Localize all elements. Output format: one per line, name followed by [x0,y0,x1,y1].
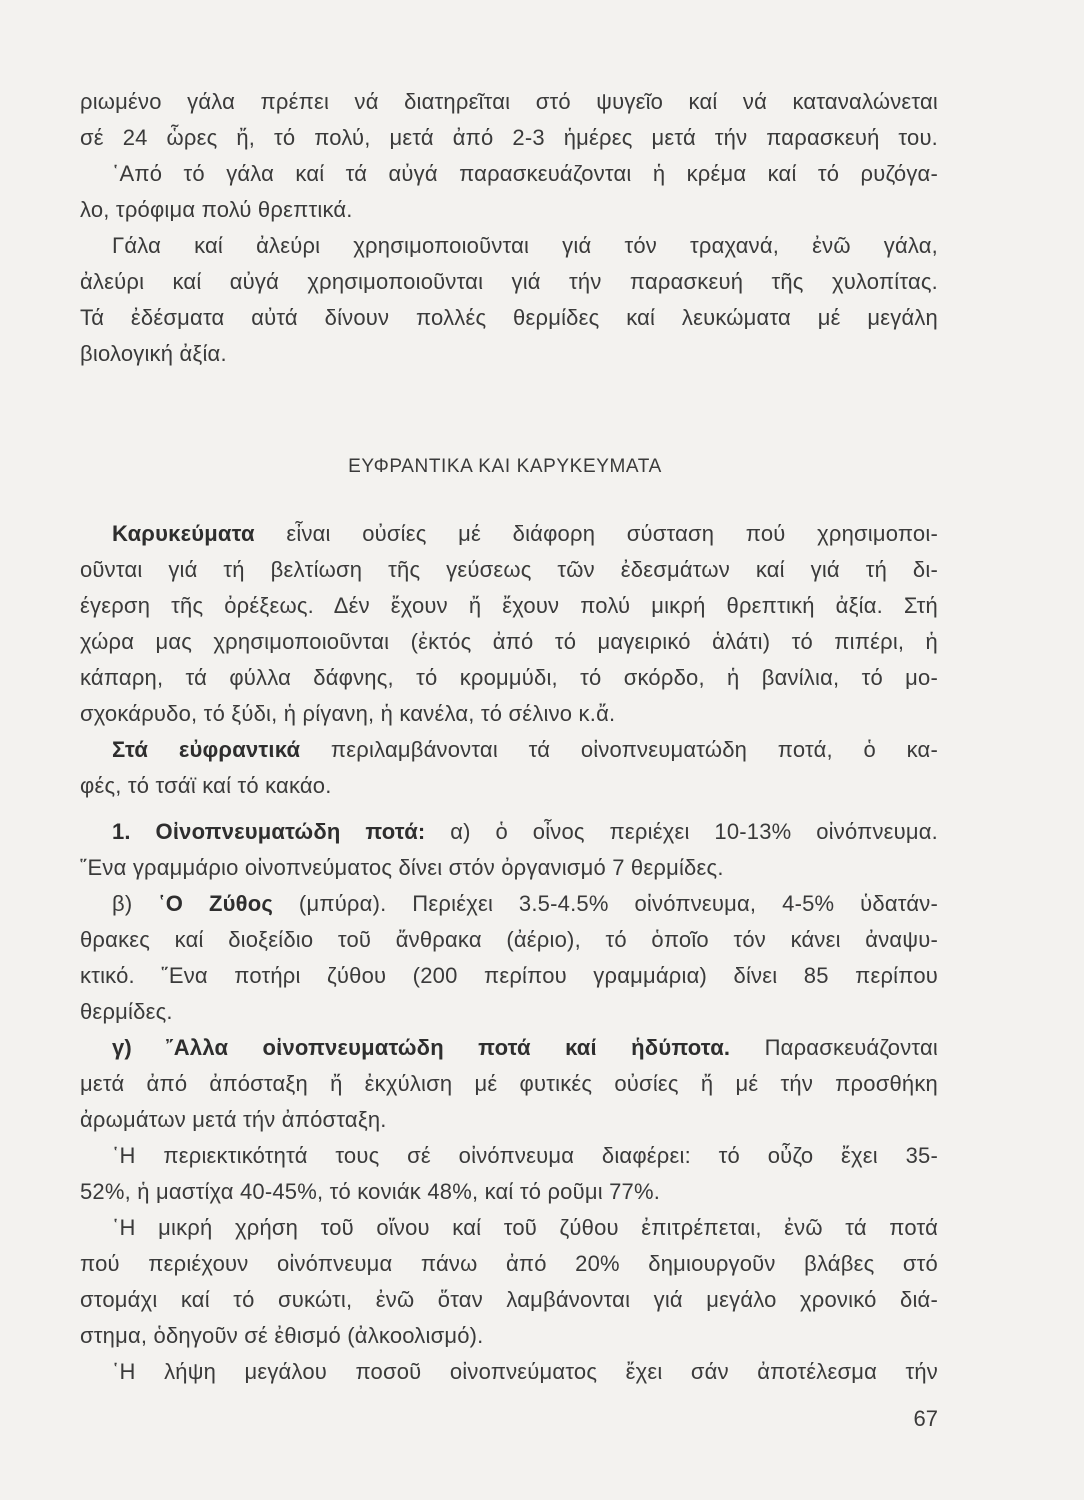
text-line: έγερση τῆς ὀρέξεως. Δέν ἔχουν ἤ ἔχουν πολύ μικρή θρεπτική ἀξία. Στή [80,593,938,618]
bold-term: Καρυκεύματα [112,521,255,546]
text-line: ῾Από τό γάλα καί τά αὐγά παρασκευάζονται ἡ κρέμα καί τό ρυζόγα- [112,161,938,186]
text-line: ριωμένο γάλα πρέπει νά διατηρεῖται στό ψυγεῖο καί νά καταναλώνεται [80,89,938,114]
text-line: λο, τρόφιμα πολύ θρεπτικά. [80,197,353,222]
text-line: ἀλεύρι καί αὐγά χρησιμοποιοῦνται γιά τήν παρασκευή τῆς χυλοπίτας. [80,269,938,294]
text-line: χώρα μας χρησιμοποιοῦνται (ἐκτός ἀπό τό μαγειρικό ἁλάτι) τό πιπέρι, ἡ [80,629,938,654]
text-line [112,520,938,548]
text-line: ῾Η λήψη μεγάλου ποσοῦ οἰνοπνεύματος ἔχει σάν ἀποτέλεσμα τήν [112,1359,938,1384]
text-run: περιλαμβάνονται τά οἰνοπνευματώδη ποτά, ὁ κα- [300,737,938,762]
text-line [112,818,938,846]
text-line: Τά ἐδέσματα αὐτά δίνουν πολλές θερμίδες καί λευκώματα μέ μεγάλη [80,305,938,330]
bold-term: Στά εὐφραντικά [112,737,301,762]
text-line: ἀρωμάτων μετά τήν ἀπόσταξη. [80,1107,387,1132]
text-line: στομάχι καί τό συκώτι, ἐνῶ ὅταν λαμβάνονται γιά μεγάλο χρονικό διά- [80,1287,938,1312]
page-number: 67 [913,1406,938,1431]
text-line: φές, τό τσάϊ καί τό κακάο. [80,773,332,798]
text-line: θρακες καί διοξείδιο τοῦ ἄνθρακα (ἀέριο), τό ὁποῖο τόν κάνει ἀναψυ- [80,927,938,952]
text-line: μετά ἀπό ἀπόσταξη ἤ ἐκχύλιση μέ φυτικές οὐσίες ἤ μέ τήν προσθήκη [80,1071,938,1096]
text-line: ῾Η περιεκτικότητά τους σέ οἰνόπνευμα διαφέρει: τό οὖζο ἔχει 35- [112,1143,938,1168]
text-run: β) [112,891,159,916]
text-run: Παρασκευάζονται [730,1035,938,1060]
text-line: Γάλα καί ἀλεύρι χρησιμοποιοῦνται γιά τόν τραχανά, ἐνῶ γάλα, [112,233,938,258]
text-line: βιολογική ἀξία. [80,341,227,366]
text-line: κτικό. ῞Ενα ποτήρι ζύθου (200 περίπου γραμμάρια) δίνει 85 περίπου [80,963,938,988]
text-line: 52%, ἡ μαστίχα 40-45%, τό κονιάκ 48%, καί τό ροῦμι 77%. [80,1179,661,1204]
text-line: σχοκάρυδο, τό ξύδι, ἡ ρίγανη, ἡ κανέλα, τό σέλινο κ.ἄ. [80,701,616,726]
text-run: α) ὁ οἶνος περιέχει 10-13% οἰνόπνευμα. [425,819,938,844]
bold-term: 1. Οἰνοπνευματώδη ποτά: [112,819,426,844]
text-line: σέ 24 ὧρες ἤ, τό πολύ, μετά ἀπό 2-3 ἡμέρες μετά τήν παρασκευή του. [80,125,938,150]
bold-term: ῾Ο Ζύθος [158,891,274,916]
text-run: εἶναι οὐσίες μέ διάφορη σύσταση πού χρησιμοποι- [254,521,938,546]
text-line [112,736,938,764]
text-line: οῦνται γιά τή βελτίωση τῆς γεύσεως τῶν ἐδεσμάτων καί γιά τή δι- [80,557,938,582]
text-line: ῾Η μικρή χρήση τοῦ οἴνου καί τοῦ ζύθου ἐπιτρέπεται, ἐνῶ τά ποτά [112,1215,938,1240]
text-line [112,890,938,918]
text-line: ῞Ενα γραμμάριο οἰνοπνεύματος δίνει στόν ὀργανισμό 7 θερμίδες. [80,855,724,880]
section-heading: ΕΥΦΡΑΝΤΙΚΑ ΚΑΙ ΚΑΡΥΚΕΥΜΑΤΑ [348,456,662,477]
text-line: πού περιέχουν οἰνόπνευμα πάνω ἀπό 20% δημιουργοῦν βλάβες στό [80,1251,938,1276]
text-line: στημα, ὁδηγοῦν σέ ἐθισμό (ἀλκοολισμό). [80,1323,484,1348]
text-line: θερμίδες. [80,999,173,1024]
text-line [112,1034,938,1062]
text-run: (μπύρα). Περιέχει 3.5-4.5% οἰνόπνευμα, 4-5% ὑδατάν- [273,891,938,916]
bold-term: γ) ῎Αλλα οἰνοπνευματώδη ποτά καί ἡδύποτα. [112,1035,731,1060]
text-line: κάπαρη, τά φύλλα δάφνης, τό κρομμύδι, τό σκόρδο, ἡ βανίλια, τό μο- [80,665,938,690]
